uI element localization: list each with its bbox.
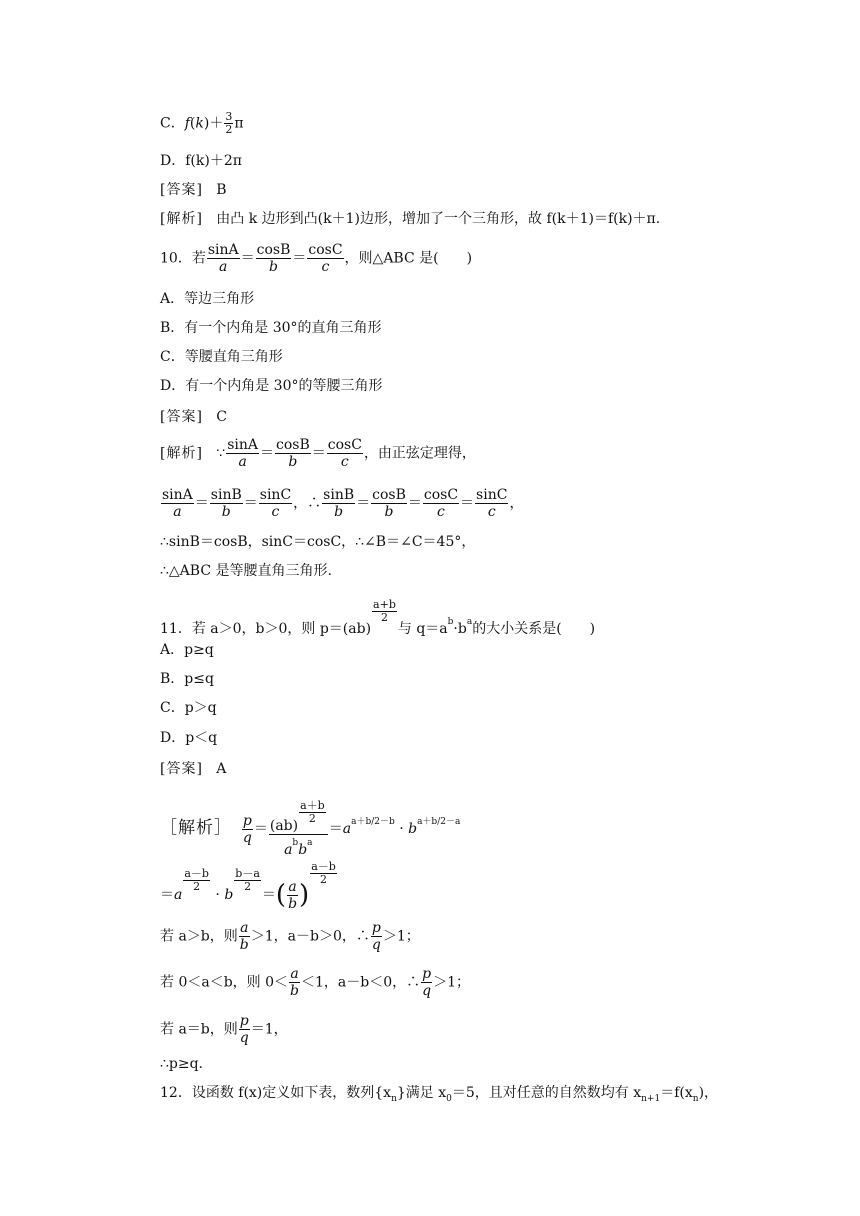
- denominator: b: [239, 937, 249, 953]
- equals: ＝: [311, 445, 326, 462]
- equals: ＝: [240, 250, 255, 267]
- q10-analysis-line1: [160, 437, 476, 470]
- numerator: sinC: [476, 487, 508, 503]
- denominator: b: [221, 504, 231, 520]
- stem-suffix: 的大小关系是( ): [472, 621, 596, 637]
- equals: ＝: [460, 495, 475, 512]
- numerator: sinA: [207, 242, 239, 258]
- equals: ＝: [356, 495, 371, 512]
- case-prefix: 若 a＝b，则: [160, 1021, 238, 1038]
- denominator: 2: [193, 880, 201, 893]
- fraction: [242, 813, 253, 846]
- pi-symbol: π: [234, 115, 244, 132]
- fraction: [269, 800, 328, 858]
- equals: ＝: [160, 887, 174, 903]
- fraction: [307, 242, 343, 275]
- equals: ＝: [261, 887, 276, 903]
- fraction: [327, 437, 363, 470]
- base: (ab): [269, 818, 299, 834]
- fraction: [239, 1013, 250, 1046]
- case-middle: ＞1，a－b＞0，∴: [250, 928, 370, 945]
- denominator: 2: [308, 812, 316, 825]
- superscript: a: [307, 838, 313, 848]
- q11-case1: [160, 920, 420, 953]
- comma: ，: [293, 495, 308, 512]
- stem-middle: 与 q＝a: [397, 621, 448, 637]
- numerator: sinB: [210, 487, 242, 503]
- denominator: c: [321, 259, 330, 275]
- numerator: sinA: [227, 437, 259, 453]
- equals: ＝: [253, 821, 268, 837]
- stem-text: ＝5，且对任意的自然数均有 x: [451, 1085, 642, 1101]
- subscript: n: [692, 1093, 699, 1104]
- right-paren: ): [299, 880, 310, 910]
- fraction: [371, 920, 382, 953]
- denominator: c: [437, 504, 445, 520]
- fraction: [289, 966, 300, 999]
- numerator: p: [242, 812, 252, 829]
- denominator: q: [422, 983, 432, 999]
- fraction: [287, 879, 298, 912]
- dot: ·: [399, 821, 404, 837]
- fraction: [224, 111, 233, 136]
- stem-prefix: 10．若: [160, 250, 206, 267]
- q10-analysis-line4: ∴△ABC 是等腰直角三角形.: [160, 563, 332, 579]
- exponent-fraction: [310, 861, 337, 886]
- answer-value: A: [216, 761, 227, 777]
- q9-option-c: [160, 111, 244, 136]
- numerator: a+b: [373, 598, 396, 611]
- exponent-fraction: [299, 800, 326, 825]
- left-paren: (: [275, 880, 287, 910]
- q11-analysis-line2: [160, 861, 338, 912]
- q11-case2: [160, 966, 470, 999]
- denominator: c: [487, 504, 496, 520]
- numerator: [269, 800, 328, 835]
- because-symbol: ∵: [216, 445, 226, 462]
- denominator: b: [269, 259, 278, 275]
- q11-option-d: D．p＜q: [160, 730, 218, 746]
- q10-stem: [160, 242, 472, 275]
- fraction: [226, 437, 259, 470]
- dot: ·: [215, 887, 220, 903]
- analysis-tag: ［解析］: [160, 818, 232, 838]
- q11-option-c: C．p＞q: [160, 700, 217, 716]
- equals: ＝: [194, 495, 209, 512]
- q10-option-c: C．等腰直角三角形: [160, 349, 283, 365]
- numerator: a: [290, 966, 299, 982]
- exponent: a＋b/2－b: [351, 817, 395, 827]
- therefore-symbol: ∴: [307, 495, 322, 512]
- exponent: a＋b/2－a: [417, 817, 461, 827]
- numerator: cosC: [308, 242, 343, 258]
- denominator: c: [271, 504, 280, 520]
- numerator: b－a: [235, 867, 260, 880]
- denominator: 2: [225, 123, 233, 136]
- q11-analysis-line1: [160, 800, 460, 858]
- b-symbol: b: [457, 621, 467, 637]
- fraction: [161, 487, 194, 520]
- numerator: a＋b: [300, 799, 325, 812]
- analysis-text: ，由正弦定理得，: [363, 445, 476, 462]
- exponent-fraction: [372, 599, 397, 624]
- k-symbol: k: [195, 115, 204, 132]
- denominator: q: [242, 829, 252, 846]
- option-label: C．: [160, 115, 185, 132]
- fraction: [207, 242, 240, 275]
- q12-stem: [160, 1084, 718, 1108]
- q10-analysis-line3: ∴sinB＝cosB，sinC＝cosC，∴∠B＝∠C＝45°，: [160, 534, 476, 550]
- paren-plus: )＋: [203, 115, 224, 132]
- answer-tag: [答案]: [160, 409, 203, 425]
- dot: ·: [453, 621, 458, 637]
- denominator: a: [173, 504, 182, 520]
- q11-option-b: B．p≤q: [160, 671, 214, 687]
- answer-value: C: [216, 409, 228, 425]
- fraction: [259, 487, 292, 520]
- superscript: a: [466, 617, 473, 627]
- case-prefix: 若 a＞b，则: [160, 928, 238, 945]
- numerator: a: [288, 878, 297, 895]
- denominator: a: [219, 259, 228, 275]
- a-symbol: a: [284, 842, 293, 858]
- f-symbol: f: [184, 115, 190, 132]
- q10-analysis-line2: [160, 487, 523, 520]
- q10-answer: [160, 408, 227, 426]
- numerator: a－b: [311, 860, 336, 873]
- numerator: a: [240, 920, 249, 936]
- stem-text: }满足 x: [396, 1085, 447, 1101]
- case-suffix: ＝1，: [250, 1021, 288, 1038]
- q11-answer: [160, 760, 226, 778]
- superscript: b: [447, 617, 454, 627]
- a-symbol: a: [174, 887, 183, 903]
- stem-suffix: )，: [698, 1085, 719, 1101]
- analysis-tag: [解析]: [160, 445, 203, 462]
- fraction: [475, 487, 508, 520]
- stem-prefix: 12．设函数 f(x)定义如下表，数列{x: [160, 1085, 392, 1101]
- equals: ＝: [260, 445, 275, 462]
- case-middle: ＜1，a－b＜0，∴: [301, 974, 421, 991]
- q10-option-b: B．有一个内角是 30°的直角三角形: [160, 320, 382, 336]
- denominator: b: [384, 504, 394, 520]
- a-symbol: a: [342, 821, 352, 837]
- denominator: b: [288, 454, 298, 470]
- fraction: [423, 487, 459, 520]
- q9-answer: [160, 181, 227, 199]
- denominator: b: [290, 983, 299, 999]
- subscript: 0: [446, 1093, 452, 1104]
- numerator: sinB: [323, 487, 355, 503]
- case-suffix: ＞1；: [433, 974, 471, 991]
- fraction: [239, 920, 250, 953]
- denominator: b: [334, 504, 344, 520]
- denominator: [269, 835, 328, 858]
- equals: ＝: [243, 495, 258, 512]
- b-symbol: b: [408, 821, 418, 837]
- q11-stem: [160, 599, 595, 638]
- denominator: a: [238, 454, 247, 470]
- equals: ＝: [407, 495, 422, 512]
- denominator: c: [340, 454, 349, 470]
- subscript: n+1: [641, 1093, 661, 1104]
- denominator: q: [371, 937, 381, 953]
- numerator: cosC: [327, 437, 362, 453]
- fraction: [275, 437, 311, 470]
- comma: ，: [509, 495, 524, 512]
- equals: ＝: [328, 821, 343, 837]
- exponent-fraction: [234, 868, 261, 893]
- equals: ＝: [292, 250, 307, 267]
- q9-option-d: D．f(k)＋2π: [160, 153, 242, 169]
- denominator: b: [288, 895, 298, 912]
- case-suffix: ＞1；: [382, 928, 420, 945]
- b-symbol: b: [224, 887, 234, 903]
- stem-text: ＝f(x: [660, 1085, 693, 1101]
- denominator: 2: [244, 880, 252, 893]
- q11-case3: [160, 1013, 288, 1046]
- numerator: p: [422, 966, 432, 982]
- numerator: a－b: [184, 867, 209, 880]
- answer-tag: [答案]: [160, 182, 203, 198]
- numerator: 3: [225, 110, 233, 123]
- numerator: sinA: [162, 487, 193, 503]
- q11-option-a: A．p≥q: [160, 642, 214, 658]
- superscript: b: [292, 838, 299, 848]
- analysis-text: 由凸 k 边形到凸(k＋1)边形，增加了一个三角形，故 f(k＋1)＝f(k)＋π.: [216, 211, 661, 227]
- fraction: [421, 966, 432, 999]
- q9-analysis: [160, 210, 660, 228]
- b-symbol: b: [298, 842, 308, 858]
- exponent-fraction: [183, 868, 210, 893]
- q11-conclusion: ∴p≥q.: [160, 1056, 204, 1072]
- numerator: cosB: [372, 487, 406, 503]
- stem-prefix: 11．若 a＞0，b＞0，则 p＝(ab): [160, 621, 372, 637]
- answer-tag: [答案]: [160, 761, 203, 777]
- numerator: cosB: [276, 437, 310, 453]
- fraction: [322, 487, 355, 520]
- fraction: [210, 487, 243, 520]
- subscript: n: [391, 1093, 397, 1104]
- q10-option-d: D．有一个内角是 30°的等腰三角形: [160, 378, 383, 394]
- fraction: [371, 487, 407, 520]
- answer-value: B: [216, 182, 227, 198]
- numerator: cosB: [256, 242, 291, 258]
- fraction: [256, 242, 292, 275]
- numerator: p: [371, 920, 381, 936]
- case-prefix: 若 0＜a＜b，则 0＜: [160, 974, 289, 991]
- numerator: sinC: [259, 487, 292, 503]
- q10-option-a: A．等边三角形: [160, 291, 255, 307]
- numerator: cosC: [423, 487, 459, 503]
- numerator: p: [239, 1013, 249, 1029]
- analysis-tag: [解析]: [160, 211, 203, 227]
- denominator: 2: [319, 873, 327, 886]
- denominator: q: [239, 1030, 249, 1046]
- stem-suffix: ，则△ABC 是( ): [344, 250, 473, 267]
- paren: (: [189, 115, 196, 132]
- denominator: 2: [380, 611, 388, 624]
